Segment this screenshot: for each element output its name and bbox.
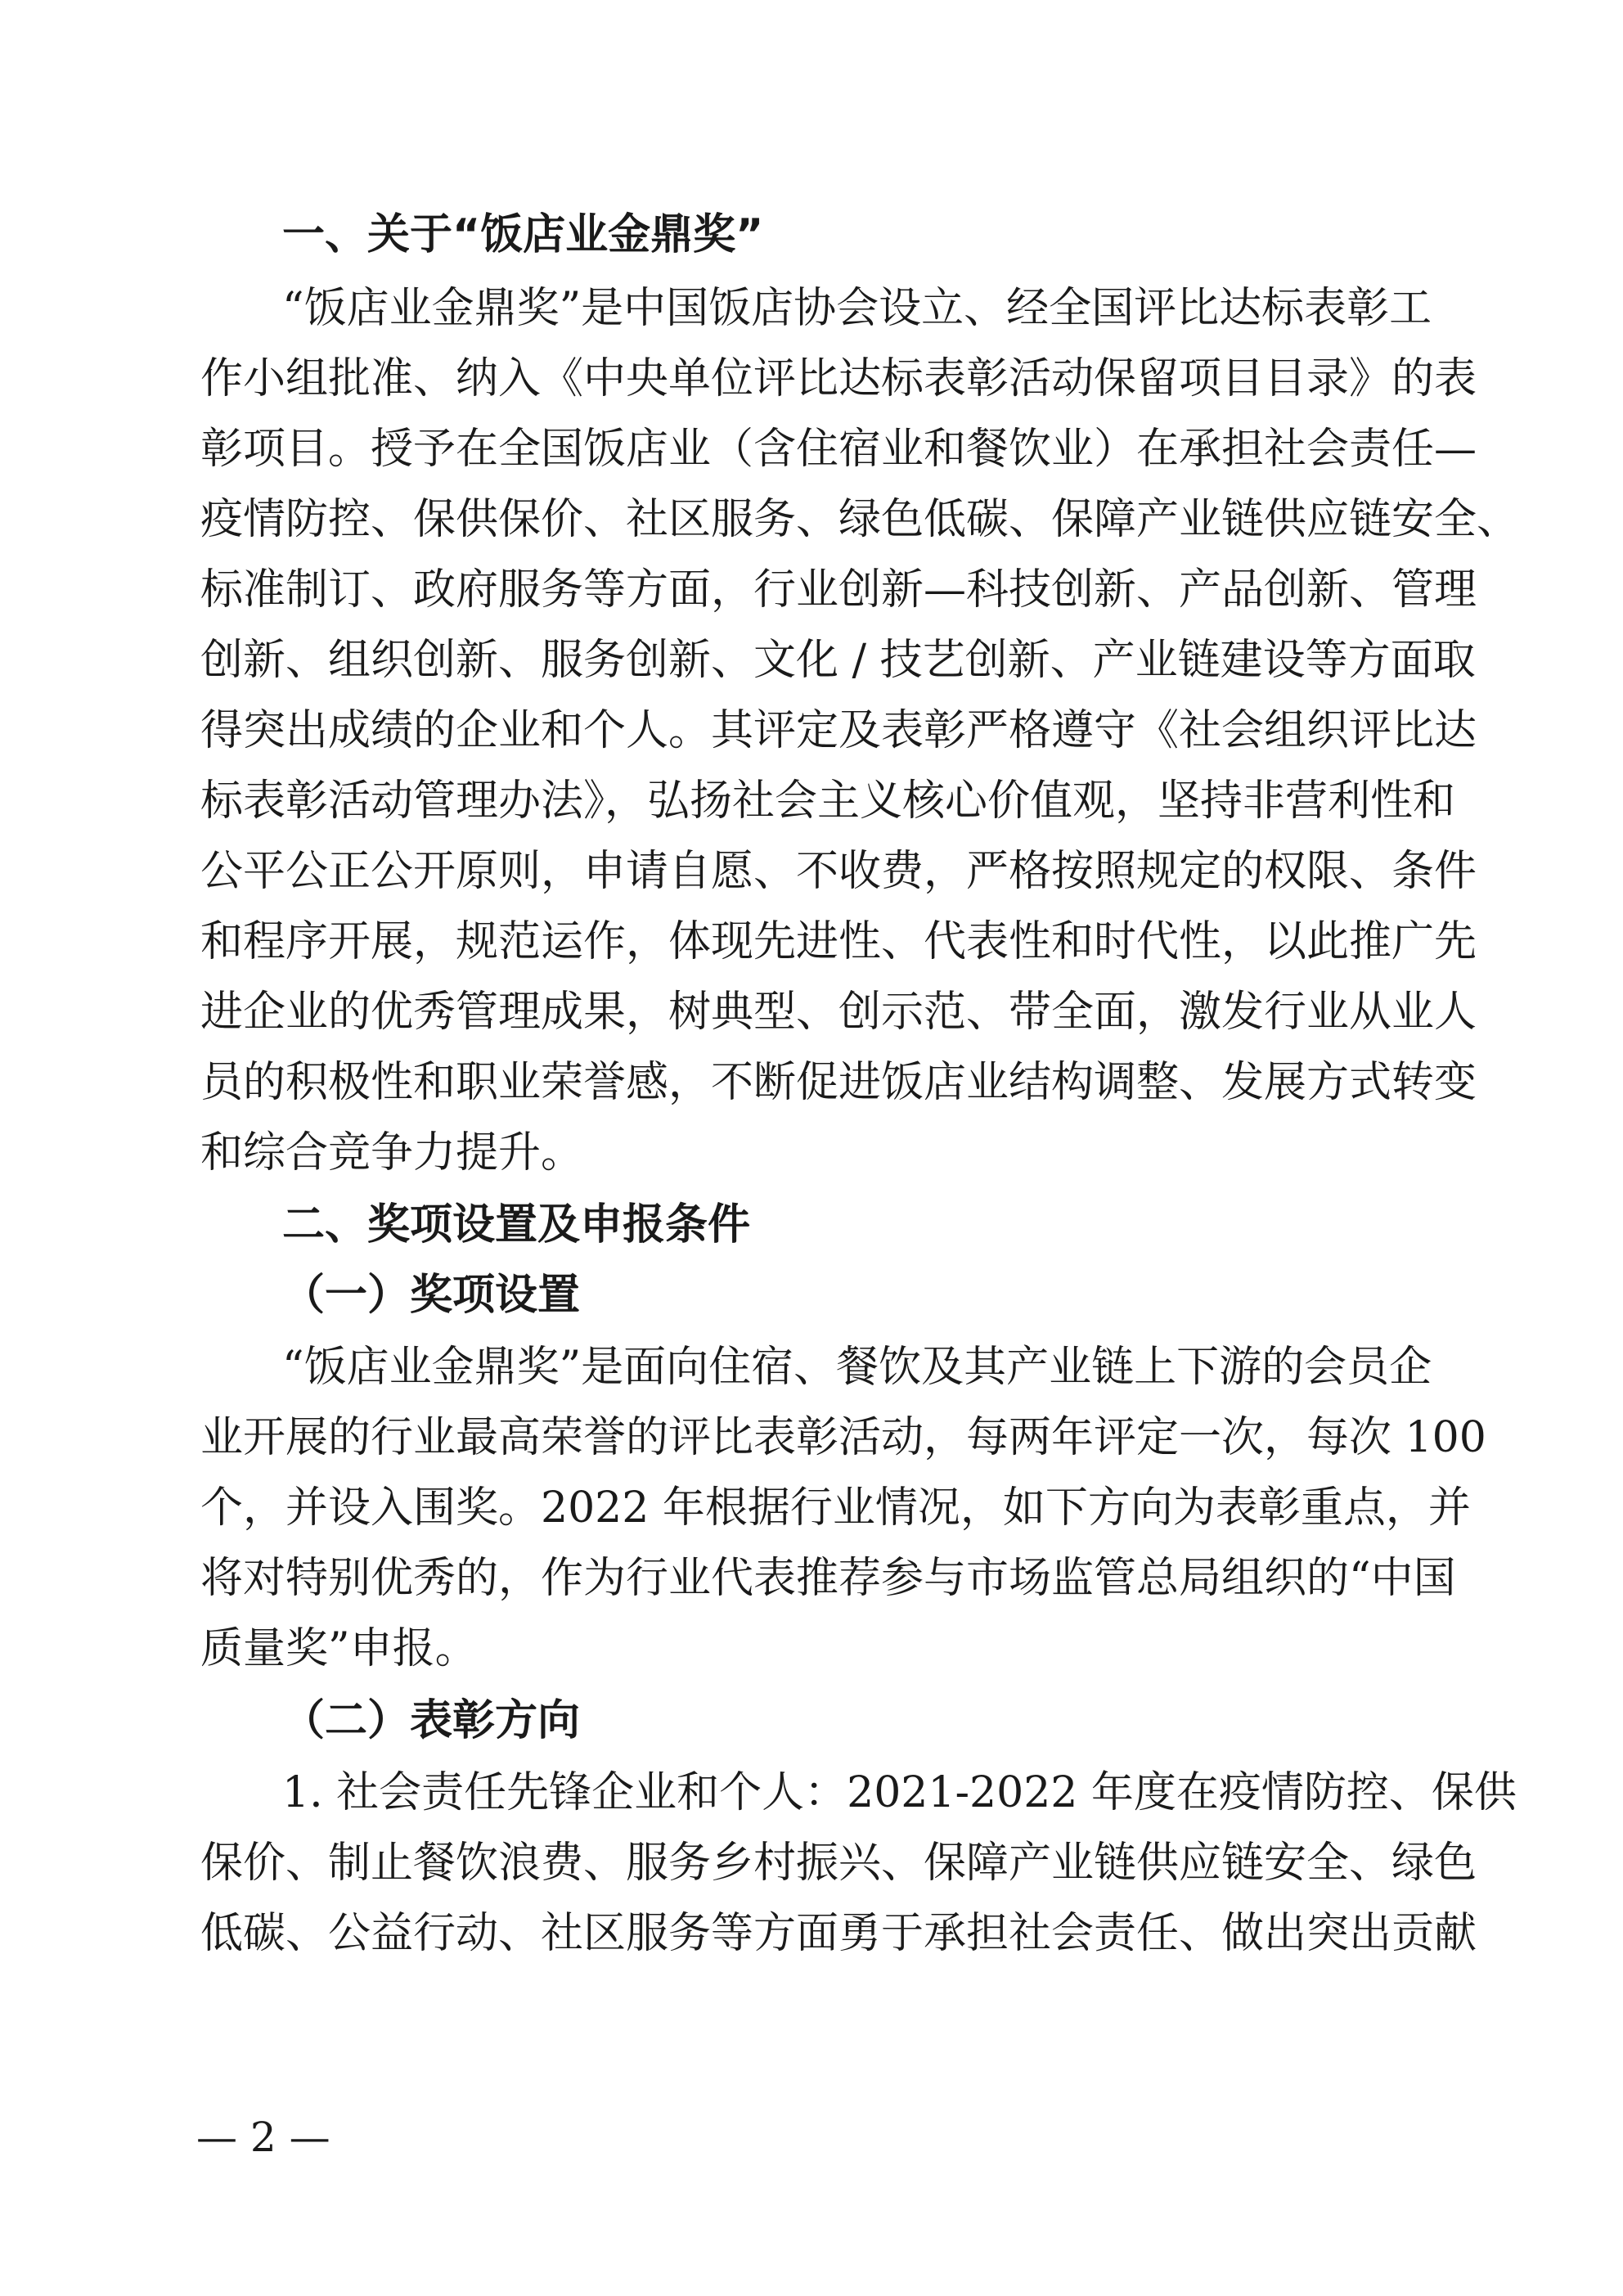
paragraph-line: “饭店业金鼎奖”是面向住宿、餐饮及其产业链上下游的会员企 [282,1343,1432,1392]
paragraph-line: 创新、组织创新、服务创新、文化 / 技艺创新、产业链建设等方面取 [200,636,1476,685]
paragraph-line: 彰项目。授予在全国饭店业（含住宿业和餐饮业）在承担社会责任— [200,425,1477,474]
paragraph-line: 员的积极性和职业荣誉感，不断促进饭店业结构调整、发展方式转变 [200,1058,1477,1107]
paragraph-line: 标准制订、政府服务等方面，行业创新—科技创新、产品创新、管理 [200,565,1477,615]
paragraph-line: 业开展的行业最高荣誉的评比表彰活动，每两年评定一次，每次 100 [200,1413,1486,1462]
paragraph-line: 标表彰活动管理办法》，弘扬社会主义核心价值观，坚持非营利性和 [200,777,1456,826]
paragraph-line: 保价、制止餐饮浪费、服务乡村振兴、保障产业链供应链安全、绿色 [200,1839,1477,1888]
page-number: — 2 — [196,2114,330,2161]
section-heading-1: 一、关于“饭店业金鼎奖” [282,210,764,259]
paragraph-line: 低碳、公益行动、社区服务等方面勇于承担社会责任、做出突出贡献 [200,1909,1477,1958]
paragraph-line: 1. 社会责任先锋企业和个人：2021-2022 年度在疫情防控、保供 [282,1768,1517,1817]
paragraph-line: 和综合竞争力提升。 [200,1128,584,1177]
paragraph-line: “饭店业金鼎奖”是中国饭店协会设立、经全国评比达标表彰工 [282,284,1432,333]
section-heading-2: 二、奖项设置及申报条件 [282,1200,751,1249]
paragraph-line: 质量奖”申报。 [200,1624,478,1673]
paragraph-line: 得突出成绩的企业和个人。其评定及表彰严格遵守《社会组织评比达 [200,706,1477,755]
paragraph-line: 疫情防控、保供保价、社区服务、绿色低碳、保障产业链供应链安全、 [200,495,1520,544]
paragraph-line: 作小组批准、纳入《中央单位评比达标表彰活动保留项目目录》的表 [200,354,1477,403]
paragraph-line: 个，并设入围奖。2022 年根据行业情况，如下方向为表彰重点，并 [200,1483,1471,1533]
paragraph-line: 将对特别优秀的，作为行业代表推荐参与市场监管总局组织的“中国 [200,1554,1456,1603]
paragraph-line: 公平公正公开原则，申请自愿、不收费，严格按照规定的权限、条件 [200,847,1477,896]
paragraph-line: 和程序开展，规范运作，体现先进性、代表性和时代性，以此推广先 [200,917,1477,966]
subsection-heading-2: （二）表彰方向 [282,1695,581,1745]
paragraph-line: 进企业的优秀管理成果，树典型、创示范、带全面，激发行业从业人 [200,988,1477,1037]
subsection-heading-1: （一）奖项设置 [282,1270,581,1320]
